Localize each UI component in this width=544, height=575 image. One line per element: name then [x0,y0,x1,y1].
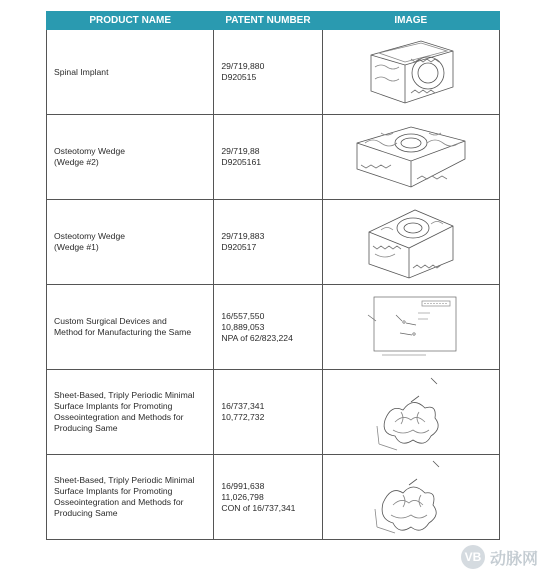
table-row [47,200,500,285]
patent-number-line: D920517 [221,242,257,252]
table-header-row [47,12,500,30]
product-name-line: Producing Same [54,508,118,518]
product-name-line: Custom Surgical Devices and [54,316,167,326]
product-name-line: (Wedge #2) [54,157,99,167]
patent-number-line: D920515 [221,72,257,82]
tpms-implant-drawing-2 [361,457,461,537]
product-name-line: Osseointegration and Methods for [54,412,184,422]
image-cell [322,370,499,455]
patent-number-line: 29/719,883 [221,231,265,241]
table-row [47,285,500,370]
product-name-cell [47,285,214,370]
image-cell [322,30,499,115]
tpms-implant-drawing-1 [361,372,461,452]
product-name-line: Spinal Implant [54,66,109,77]
product-name-line: (Wedge #1) [54,242,99,252]
product-name-line: Surface Implants for Promoting [54,401,173,411]
product-name-cell [47,200,214,285]
table-row [47,370,500,455]
product-name-line: Osseointegration and Methods for [54,497,184,507]
patent-number-line: 16/557,550 [221,310,265,321]
spinal-implant-drawing [361,35,461,109]
product-name-line: Sheet-Based, Triply Periodic Minimal [54,475,195,485]
patent-number-cell [214,285,322,370]
table-row [47,30,500,115]
image-cell [322,455,499,540]
patent-number-line: 16/991,638 [221,480,265,491]
product-name-line: Sheet-Based, Triply Periodic Minimal [54,390,195,400]
patent-number-line: D9205161 [221,157,262,167]
product-name-line: Surface Implants for Promoting [54,486,173,496]
table-row [47,115,500,200]
patent-table [46,11,500,540]
header-patent-number: PATENT NUMBER [214,12,322,30]
product-name-cell [47,30,214,115]
image-cell [322,285,499,370]
custom-devices-diagram [356,289,466,365]
patent-number-line: CON of 16/737,341 [221,502,296,513]
product-name-cell [47,370,214,455]
patent-number-cell [214,200,322,285]
product-name-cell [47,455,214,540]
patent-number-line: 11,026,798 [221,491,264,502]
product-name-cell [47,115,214,200]
image-cell [322,200,499,285]
patent-number-cell [214,370,322,455]
watermark [461,545,538,569]
header-product-name: PRODUCT NAME [47,12,214,30]
product-name-line: Osteotomy Wedge [54,231,126,241]
osteotomy-wedge-1-drawing [361,202,461,282]
patent-number-cell [214,115,322,200]
product-name-line: Osteotomy Wedge [54,146,126,156]
patent-number-line: 29/719,880 [221,61,265,71]
watermark-text: 动脉网 [489,548,538,568]
patent-number-cell [214,30,322,115]
patent-number-line: 10,889,053 [221,321,265,332]
patent-number-line: 16/737,341 [221,401,265,411]
patent-number-cell [214,455,322,540]
patent-number-line: NPA of 62/823,224 [221,332,293,343]
image-cell [322,115,499,200]
osteotomy-wedge-2-drawing [351,121,471,193]
product-name-line: Method for Manufacturing the Same [54,327,192,337]
table-row [47,455,500,540]
header-image: IMAGE [322,12,499,30]
patent-number-line: 29/719,88 [221,146,260,156]
watermark-logo: VB [461,545,485,569]
patent-number-line: 10,772,732 [221,412,265,422]
product-name-line: Producing Same [54,423,118,433]
